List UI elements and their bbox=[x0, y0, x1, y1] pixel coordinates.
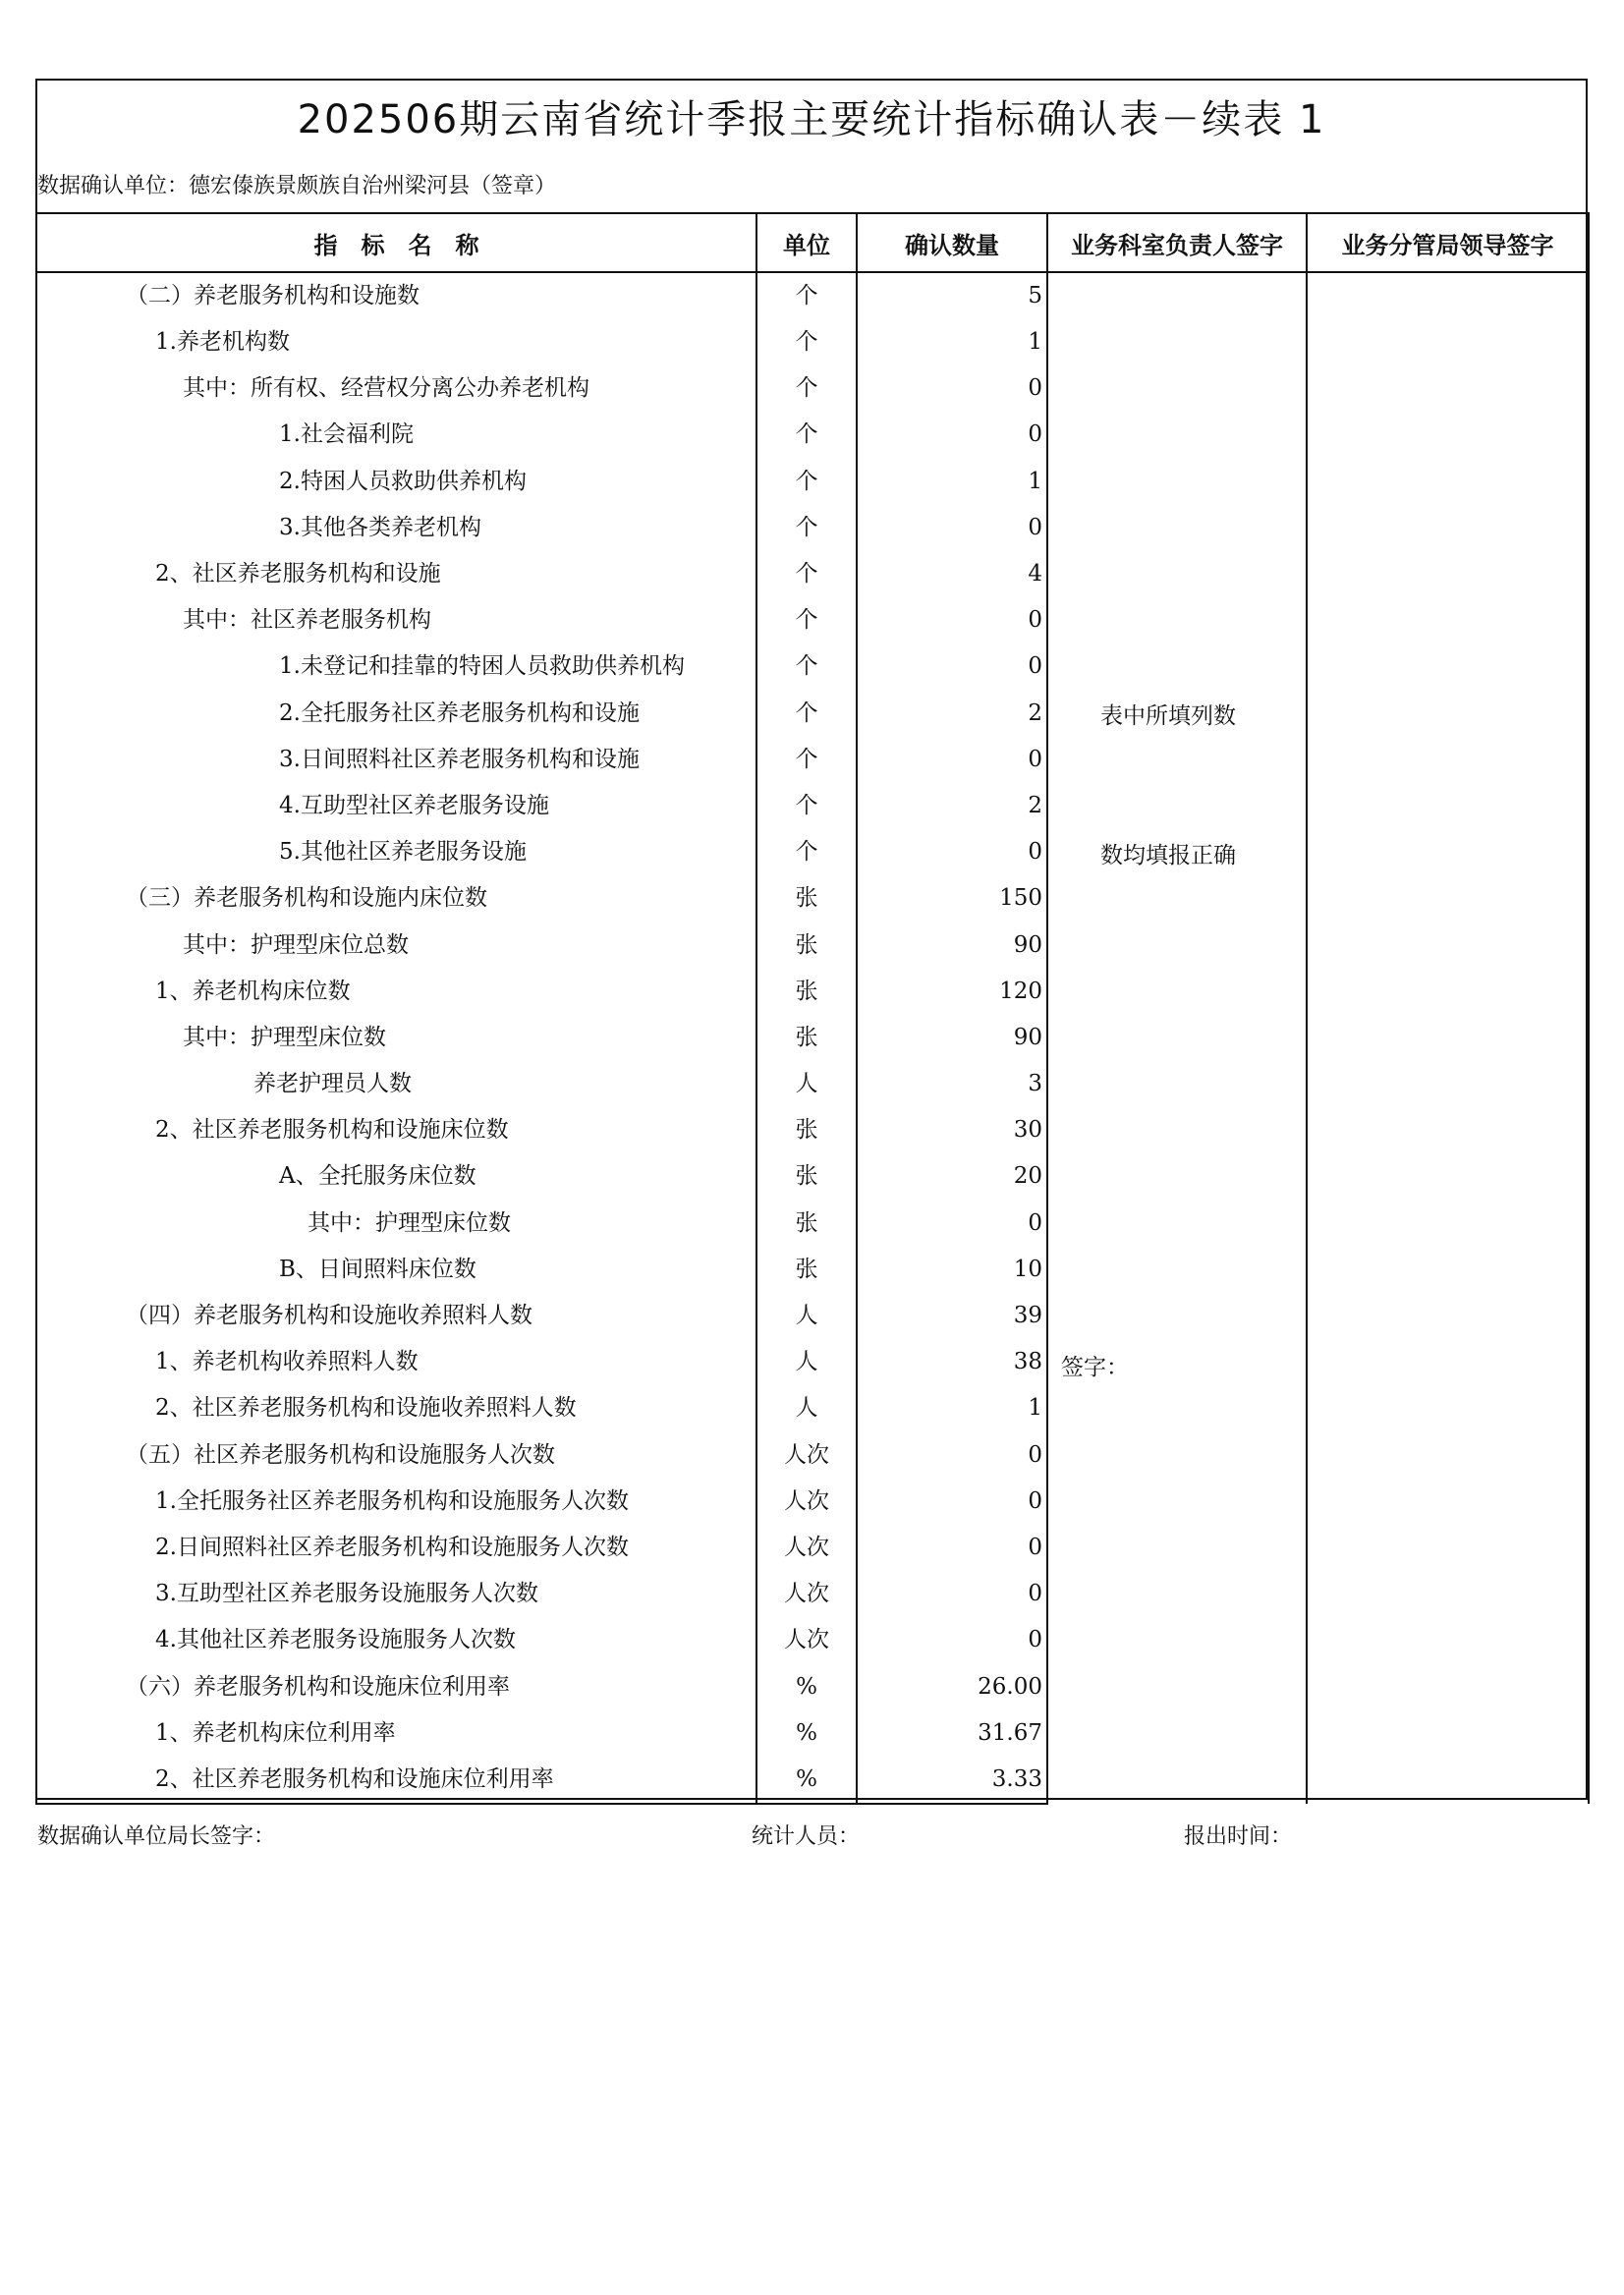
indicator-name: 其中：护理型床位数 bbox=[36, 1201, 756, 1247]
indicator-name: 2、社区养老服务机构和设施床位利用率 bbox=[36, 1757, 756, 1804]
confirmed-value: 0 bbox=[857, 829, 1047, 875]
page-title: 202506期云南省统计季报主要统计指标确认表－续表 1 bbox=[297, 97, 1326, 142]
indicator-unit: % bbox=[756, 1663, 857, 1709]
confirmed-value: 0 bbox=[857, 1525, 1047, 1571]
indicator-unit: 个 bbox=[756, 691, 857, 737]
confirmed-value: 0 bbox=[857, 505, 1047, 551]
report-time-label: 报出时间： bbox=[1184, 1824, 1293, 1849]
confirmed-value: 39 bbox=[857, 1293, 1047, 1339]
header-leader-sign: 业务分管局领导签字 bbox=[1307, 213, 1589, 272]
indicator-name: 4.其他社区养老服务设施服务人次数 bbox=[36, 1617, 756, 1663]
indicator-unit: 个 bbox=[756, 272, 857, 319]
indicator-unit: 人 bbox=[756, 1293, 857, 1339]
indicator-unit: 人次 bbox=[756, 1571, 857, 1617]
confirmed-value: 120 bbox=[857, 969, 1047, 1015]
confirmed-value: 90 bbox=[857, 922, 1047, 968]
indicator-unit: 张 bbox=[756, 1015, 857, 1061]
indicator-name: 其中：护理型床位总数 bbox=[36, 922, 756, 968]
header-confirmed-value: 确认数量 bbox=[857, 213, 1047, 272]
confirmed-value: 2 bbox=[857, 783, 1047, 829]
indicator-unit: 人次 bbox=[756, 1479, 857, 1525]
indicator-unit: 个 bbox=[756, 737, 857, 783]
indicator-name: 2、社区养老服务机构和设施床位数 bbox=[36, 1107, 756, 1153]
indicator-unit: 张 bbox=[756, 922, 857, 968]
confirmed-value: 1 bbox=[857, 319, 1047, 365]
confirmed-value: 0 bbox=[857, 1479, 1047, 1525]
indicator-unit: 人次 bbox=[756, 1525, 857, 1571]
confirmed-value: 38 bbox=[857, 1339, 1047, 1385]
confirming-unit-line: 数据确认单位：德宏傣族景颇族自治州梁河县（签章） bbox=[37, 174, 557, 198]
table-header-row bbox=[36, 213, 1589, 272]
confirmed-value: 0 bbox=[857, 597, 1047, 644]
indicator-name: 4.互助型社区养老服务设施 bbox=[36, 783, 756, 829]
indicator-name: （三）养老服务机构和设施内床位数 bbox=[36, 875, 756, 922]
indicator-name: （六）养老服务机构和设施床位利用率 bbox=[36, 1663, 756, 1709]
indicator-name: 1.社会福利院 bbox=[36, 412, 756, 458]
director-signature-label: 数据确认单位局长签字： bbox=[37, 1824, 276, 1849]
indicator-name: A、全托服务床位数 bbox=[36, 1153, 756, 1200]
confirmed-value: 3.33 bbox=[857, 1757, 1047, 1804]
indicator-name: 1.全托服务社区养老服务机构和设施服务人次数 bbox=[36, 1479, 756, 1525]
indicator-name: 2、社区养老服务机构和设施 bbox=[36, 551, 756, 597]
confirmed-value: 0 bbox=[857, 1617, 1047, 1663]
confirmed-value: 0 bbox=[857, 1432, 1047, 1479]
indicator-name: 5.其他社区养老服务设施 bbox=[36, 829, 756, 875]
indicator-unit: 个 bbox=[756, 412, 857, 458]
indicator-unit: % bbox=[756, 1757, 857, 1804]
indicator-name: 2、社区养老服务机构和设施收养照料人数 bbox=[36, 1385, 756, 1431]
indicator-name: 2.特困人员救助供养机构 bbox=[36, 459, 756, 505]
indicator-unit: 个 bbox=[756, 783, 857, 829]
indicator-unit: 张 bbox=[756, 875, 857, 922]
indicator-unit: 人 bbox=[756, 1385, 857, 1431]
sign-note-line-2: 数均填报正确 bbox=[1100, 843, 1236, 868]
indicator-name: （五）社区养老服务机构和设施服务人次数 bbox=[36, 1432, 756, 1479]
confirmed-value: 5 bbox=[857, 272, 1047, 319]
indicator-unit: 个 bbox=[756, 597, 857, 644]
indicator-unit: 张 bbox=[756, 1247, 857, 1293]
indicator-name: 3.其他各类养老机构 bbox=[36, 505, 756, 551]
confirmed-value: 0 bbox=[857, 737, 1047, 783]
header-dept-sign: 业务科室负责人签字 bbox=[1047, 213, 1307, 272]
indicator-name: 3.互助型社区养老服务设施服务人次数 bbox=[36, 1571, 756, 1617]
indicator-unit: 人 bbox=[756, 1339, 857, 1385]
indicator-name: （四）养老服务机构和设施收养照料人数 bbox=[36, 1293, 756, 1339]
indicator-unit: 个 bbox=[756, 505, 857, 551]
confirmed-value: 150 bbox=[857, 875, 1047, 922]
indicator-name: 其中：社区养老服务机构 bbox=[36, 597, 756, 644]
table-body bbox=[36, 272, 1589, 1804]
statistician-label: 统计人员： bbox=[752, 1824, 861, 1849]
signature-label: 签字： bbox=[1061, 1355, 1129, 1380]
indicator-table bbox=[35, 212, 1590, 1805]
indicator-unit: 张 bbox=[756, 1201, 857, 1247]
indicator-unit: 张 bbox=[756, 1153, 857, 1200]
indicator-unit: 个 bbox=[756, 319, 857, 365]
indicator-unit: 人次 bbox=[756, 1432, 857, 1479]
indicator-unit: 张 bbox=[756, 1107, 857, 1153]
confirmed-value: 10 bbox=[857, 1247, 1047, 1293]
indicator-name: B、日间照料床位数 bbox=[36, 1247, 756, 1293]
indicator-unit: % bbox=[756, 1710, 857, 1757]
confirmed-value: 0 bbox=[857, 1201, 1047, 1247]
indicator-name: 3.日间照料社区养老服务机构和设施 bbox=[36, 737, 756, 783]
confirmed-value: 0 bbox=[857, 365, 1047, 412]
indicator-name: 1、养老机构收养照料人数 bbox=[36, 1339, 756, 1385]
indicator-name: 2.日间照料社区养老服务机构和设施服务人次数 bbox=[36, 1525, 756, 1571]
indicator-name: 其中：护理型床位数 bbox=[36, 1015, 756, 1061]
sign-note-line-1: 表中所填列数 bbox=[1100, 703, 1236, 729]
header-indicator-name: 指 标 名 称 bbox=[36, 213, 756, 272]
indicator-unit: 个 bbox=[756, 365, 857, 412]
indicator-name: （二）养老服务机构和设施数 bbox=[36, 272, 756, 319]
confirmed-value: 0 bbox=[857, 412, 1047, 458]
dept-sign-cell[interactable] bbox=[1047, 272, 1307, 1804]
indicator-unit: 人 bbox=[756, 1061, 857, 1107]
confirmed-value: 26.00 bbox=[857, 1663, 1047, 1709]
indicator-name: 1、养老机构床位利用率 bbox=[36, 1710, 756, 1757]
indicator-name: 养老护理员人数 bbox=[36, 1061, 756, 1107]
indicator-name: 1.养老机构数 bbox=[36, 319, 756, 365]
confirmed-value: 90 bbox=[857, 1015, 1047, 1061]
confirmed-value: 1 bbox=[857, 459, 1047, 505]
indicator-name: 1、养老机构床位数 bbox=[36, 969, 756, 1015]
confirmed-value: 0 bbox=[857, 1571, 1047, 1617]
indicator-name: 其中：所有权、经营权分离公办养老机构 bbox=[36, 365, 756, 412]
confirmed-value: 4 bbox=[857, 551, 1047, 597]
indicator-unit: 个 bbox=[756, 829, 857, 875]
confirmed-value: 2 bbox=[857, 691, 1047, 737]
indicator-unit: 张 bbox=[756, 969, 857, 1015]
leader-sign-cell[interactable] bbox=[1307, 272, 1589, 1804]
indicator-unit: 个 bbox=[756, 551, 857, 597]
indicator-name: 2.全托服务社区养老服务机构和设施 bbox=[36, 691, 756, 737]
confirmed-value: 1 bbox=[857, 1385, 1047, 1431]
confirmed-value: 20 bbox=[857, 1153, 1047, 1200]
header-unit: 单位 bbox=[756, 213, 857, 272]
indicator-name: 1.未登记和挂靠的特困人员救助供养机构 bbox=[36, 644, 756, 690]
indicator-unit: 人次 bbox=[756, 1617, 857, 1663]
confirmed-value: 3 bbox=[857, 1061, 1047, 1107]
confirmed-value: 0 bbox=[857, 644, 1047, 690]
confirmed-value: 31.67 bbox=[857, 1710, 1047, 1757]
indicator-unit: 个 bbox=[756, 459, 857, 505]
table-row bbox=[36, 272, 1589, 319]
indicator-unit: 个 bbox=[756, 644, 857, 690]
confirmed-value: 30 bbox=[857, 1107, 1047, 1153]
